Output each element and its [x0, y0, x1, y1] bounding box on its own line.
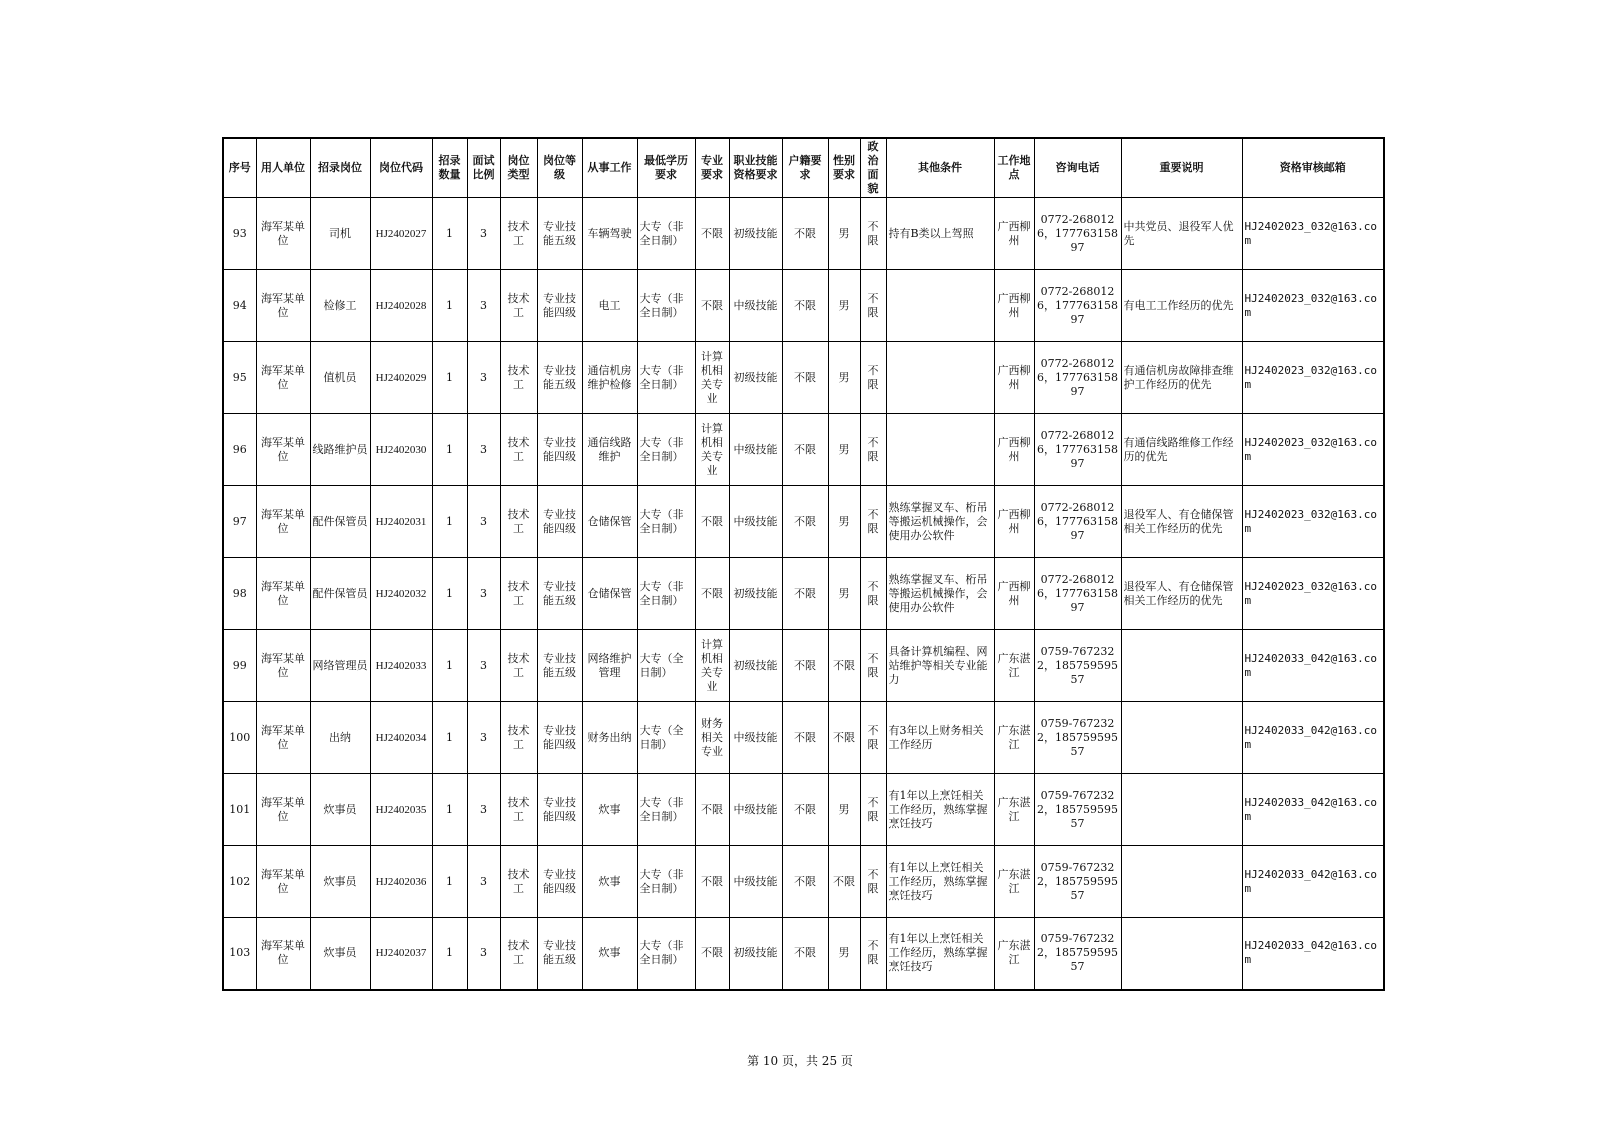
cell-position: 检修工: [310, 270, 370, 342]
cell-gender-requirement: 男: [828, 270, 860, 342]
cell-skill-qualification: 初级技能: [729, 918, 782, 990]
cell-residency-requirement: 不限: [782, 774, 828, 846]
cell-row-number: 103: [223, 918, 256, 990]
cell-major-requirement: 不限: [695, 558, 729, 630]
cell-skill-qualification: 初级技能: [729, 630, 782, 702]
cell-contact-phone: 0759-7672322，18575959557: [1034, 774, 1121, 846]
cell-position-type: 技术工: [500, 342, 537, 414]
cell-important-notes: 有通信线路维修工作经历的优先: [1121, 414, 1242, 486]
cell-residency-requirement: 不限: [782, 414, 828, 486]
cell-review-email: HJ2402033_042@163.com: [1242, 774, 1384, 846]
cell-hire-count: 1: [432, 486, 467, 558]
cell-major-requirement: 财务相关专业: [695, 702, 729, 774]
cell-position: 司机: [310, 198, 370, 270]
column-header: 工作地点: [994, 138, 1034, 198]
cell-position-code: HJ2402034: [370, 702, 432, 774]
cell-employer: 海军某单位: [256, 918, 310, 990]
cell-interview-ratio: 3: [467, 270, 500, 342]
cell-row-number: 100: [223, 702, 256, 774]
cell-other-conditions: 熟练掌握叉车、桁吊等搬运机械操作，会使用办公软件: [886, 558, 994, 630]
cell-min-education: 大专（非全日制）: [637, 198, 695, 270]
cell-position-level: 专业技能四级: [537, 846, 582, 918]
cell-skill-qualification: 初级技能: [729, 558, 782, 630]
cell-row-number: 99: [223, 630, 256, 702]
cell-position-code: HJ2402033: [370, 630, 432, 702]
cell-contact-phone: 0772-2680126，17776315897: [1034, 414, 1121, 486]
cell-row-number: 95: [223, 342, 256, 414]
cell-row-number: 101: [223, 774, 256, 846]
cell-skill-qualification: 中级技能: [729, 270, 782, 342]
cell-important-notes: 有通信机房故障排查维护工作经历的优先: [1121, 342, 1242, 414]
column-header: 招录数量: [432, 138, 467, 198]
column-header: 岗位等级: [537, 138, 582, 198]
cell-job-duty: 仓储保管: [582, 558, 637, 630]
cell-position-code: HJ2402029: [370, 342, 432, 414]
cell-political-status: 不限: [860, 414, 886, 486]
cell-position-type: 技术工: [500, 270, 537, 342]
cell-contact-phone: 0772-2680126，17776315897: [1034, 558, 1121, 630]
cell-min-education: 大专（非全日制）: [637, 918, 695, 990]
cell-job-duty: 炊事: [582, 774, 637, 846]
cell-important-notes: [1121, 630, 1242, 702]
cell-employer: 海军某单位: [256, 702, 310, 774]
cell-political-status: 不限: [860, 702, 886, 774]
cell-other-conditions: 有1年以上烹饪相关工作经历，熟练掌握烹饪技巧: [886, 846, 994, 918]
cell-political-status: 不限: [860, 342, 886, 414]
cell-interview-ratio: 3: [467, 774, 500, 846]
cell-review-email: HJ2402023_032@163.com: [1242, 486, 1384, 558]
cell-job-duty: 通信线路维护: [582, 414, 637, 486]
column-header: 职业技能资格要求: [729, 138, 782, 198]
cell-position-level: 专业技能五级: [537, 630, 582, 702]
cell-min-education: 大专（非全日制）: [637, 342, 695, 414]
cell-hire-count: 1: [432, 774, 467, 846]
cell-interview-ratio: 3: [467, 918, 500, 990]
cell-major-requirement: 计算机相关专业: [695, 342, 729, 414]
cell-position-code: HJ2402036: [370, 846, 432, 918]
cell-contact-phone: 0759-7672322，18575959557: [1034, 918, 1121, 990]
cell-position-type: 技术工: [500, 702, 537, 774]
cell-position: 炊事员: [310, 918, 370, 990]
cell-position: 网络管理员: [310, 630, 370, 702]
cell-important-notes: 退役军人、有仓储保管相关工作经历的优先: [1121, 558, 1242, 630]
table-row: [223, 342, 1384, 414]
cell-other-conditions: [886, 414, 994, 486]
page-number: 第 10 页，共 25 页: [747, 1054, 853, 1068]
cell-gender-requirement: 男: [828, 774, 860, 846]
cell-hire-count: 1: [432, 630, 467, 702]
cell-political-status: 不限: [860, 198, 886, 270]
column-header: 重要说明: [1121, 138, 1242, 198]
cell-gender-requirement: 男: [828, 558, 860, 630]
cell-employer: 海军某单位: [256, 630, 310, 702]
cell-position-level: 专业技能四级: [537, 702, 582, 774]
cell-review-email: HJ2402023_032@163.com: [1242, 558, 1384, 630]
cell-interview-ratio: 3: [467, 846, 500, 918]
cell-position: 炊事员: [310, 846, 370, 918]
cell-major-requirement: 不限: [695, 774, 729, 846]
cell-residency-requirement: 不限: [782, 630, 828, 702]
cell-other-conditions: 持有B类以上驾照: [886, 198, 994, 270]
column-header: 户籍要求: [782, 138, 828, 198]
cell-position: 出纳: [310, 702, 370, 774]
cell-important-notes: [1121, 918, 1242, 990]
recruitment-table: [222, 137, 1385, 991]
cell-work-location: 广西柳州: [994, 486, 1034, 558]
cell-employer: 海军某单位: [256, 558, 310, 630]
cell-position: 配件保管员: [310, 558, 370, 630]
cell-review-email: HJ2402023_032@163.com: [1242, 198, 1384, 270]
cell-work-location: 广东湛江: [994, 630, 1034, 702]
table-row: [223, 918, 1384, 990]
cell-position-type: 技术工: [500, 558, 537, 630]
cell-position-level: 专业技能四级: [537, 270, 582, 342]
cell-hire-count: 1: [432, 558, 467, 630]
cell-residency-requirement: 不限: [782, 486, 828, 558]
cell-other-conditions: [886, 342, 994, 414]
cell-position-type: 技术工: [500, 630, 537, 702]
cell-row-number: 94: [223, 270, 256, 342]
cell-work-location: 广东湛江: [994, 774, 1034, 846]
cell-skill-qualification: 中级技能: [729, 774, 782, 846]
column-header: 序号: [223, 138, 256, 198]
cell-skill-qualification: 初级技能: [729, 342, 782, 414]
cell-hire-count: 1: [432, 198, 467, 270]
cell-skill-qualification: 中级技能: [729, 486, 782, 558]
cell-gender-requirement: 不限: [828, 846, 860, 918]
cell-position-level: 专业技能五级: [537, 342, 582, 414]
cell-work-location: 广东湛江: [994, 846, 1034, 918]
cell-employer: 海军某单位: [256, 198, 310, 270]
table-row: [223, 558, 1384, 630]
cell-row-number: 93: [223, 198, 256, 270]
cell-gender-requirement: 不限: [828, 630, 860, 702]
table-row: [223, 846, 1384, 918]
cell-position-level: 专业技能五级: [537, 918, 582, 990]
cell-important-notes: 中共党员、退役军人优先: [1121, 198, 1242, 270]
cell-residency-requirement: 不限: [782, 342, 828, 414]
cell-work-location: 广西柳州: [994, 558, 1034, 630]
column-header: 岗位类型: [500, 138, 537, 198]
cell-employer: 海军某单位: [256, 342, 310, 414]
cell-interview-ratio: 3: [467, 558, 500, 630]
cell-min-education: 大专（非全日制）: [637, 270, 695, 342]
column-header: 性别要求: [828, 138, 860, 198]
cell-residency-requirement: 不限: [782, 558, 828, 630]
cell-gender-requirement: 男: [828, 918, 860, 990]
cell-job-duty: 通信机房维护检修: [582, 342, 637, 414]
cell-position: 值机员: [310, 342, 370, 414]
cell-position-code: HJ2402031: [370, 486, 432, 558]
table-header-row: [223, 138, 1384, 198]
cell-contact-phone: 0759-7672322，18575959557: [1034, 846, 1121, 918]
cell-other-conditions: 熟练掌握叉车、桁吊等搬运机械操作，会使用办公软件: [886, 486, 994, 558]
cell-position-code: HJ2402030: [370, 414, 432, 486]
cell-political-status: 不限: [860, 630, 886, 702]
cell-job-duty: 车辆驾驶: [582, 198, 637, 270]
cell-important-notes: [1121, 846, 1242, 918]
cell-position-type: 技术工: [500, 414, 537, 486]
cell-position-type: 技术工: [500, 846, 537, 918]
cell-min-education: 大专（非全日制）: [637, 558, 695, 630]
cell-position-type: 技术工: [500, 486, 537, 558]
table-body: [223, 198, 1384, 990]
cell-position-type: 技术工: [500, 774, 537, 846]
cell-residency-requirement: 不限: [782, 198, 828, 270]
cell-work-location: 广西柳州: [994, 414, 1034, 486]
cell-hire-count: 1: [432, 918, 467, 990]
cell-min-education: 大专（非全日制）: [637, 414, 695, 486]
cell-job-duty: 电工: [582, 270, 637, 342]
cell-min-education: 大专（非全日制）: [637, 846, 695, 918]
cell-work-location: 广东湛江: [994, 702, 1034, 774]
cell-position: 配件保管员: [310, 486, 370, 558]
column-header: 政治面貌: [860, 138, 886, 198]
cell-political-status: 不限: [860, 918, 886, 990]
cell-important-notes: 有电工工作经历的优先: [1121, 270, 1242, 342]
cell-row-number: 98: [223, 558, 256, 630]
cell-important-notes: 退役军人、有仓储保管相关工作经历的优先: [1121, 486, 1242, 558]
cell-job-duty: 财务出纳: [582, 702, 637, 774]
cell-position-code: HJ2402032: [370, 558, 432, 630]
cell-other-conditions: 有3年以上财务相关工作经历: [886, 702, 994, 774]
cell-row-number: 97: [223, 486, 256, 558]
cell-hire-count: 1: [432, 702, 467, 774]
column-header: 用人单位: [256, 138, 310, 198]
cell-major-requirement: 不限: [695, 846, 729, 918]
cell-position-level: 专业技能四级: [537, 414, 582, 486]
cell-min-education: 大专（全日制）: [637, 702, 695, 774]
table-row: [223, 774, 1384, 846]
cell-interview-ratio: 3: [467, 342, 500, 414]
column-header: 招录岗位: [310, 138, 370, 198]
cell-position-level: 专业技能五级: [537, 558, 582, 630]
cell-position-level: 专业技能四级: [537, 774, 582, 846]
cell-review-email: HJ2402033_042@163.com: [1242, 846, 1384, 918]
cell-employer: 海军某单位: [256, 774, 310, 846]
cell-hire-count: 1: [432, 846, 467, 918]
cell-political-status: 不限: [860, 486, 886, 558]
cell-political-status: 不限: [860, 558, 886, 630]
cell-row-number: 102: [223, 846, 256, 918]
cell-major-requirement: 计算机相关专业: [695, 414, 729, 486]
cell-interview-ratio: 3: [467, 414, 500, 486]
cell-job-duty: 炊事: [582, 918, 637, 990]
cell-gender-requirement: 男: [828, 198, 860, 270]
cell-contact-phone: 0772-2680126，17776315897: [1034, 270, 1121, 342]
table-row: [223, 702, 1384, 774]
cell-row-number: 96: [223, 414, 256, 486]
cell-min-education: 大专（非全日制）: [637, 486, 695, 558]
cell-position-code: HJ2402028: [370, 270, 432, 342]
cell-hire-count: 1: [432, 414, 467, 486]
cell-position-level: 专业技能五级: [537, 198, 582, 270]
cell-work-location: 广西柳州: [994, 342, 1034, 414]
column-header: 从事工作: [582, 138, 637, 198]
cell-hire-count: 1: [432, 270, 467, 342]
column-header: 咨询电话: [1034, 138, 1121, 198]
cell-residency-requirement: 不限: [782, 270, 828, 342]
cell-interview-ratio: 3: [467, 630, 500, 702]
cell-interview-ratio: 3: [467, 198, 500, 270]
cell-job-duty: 网络维护管理: [582, 630, 637, 702]
cell-major-requirement: 不限: [695, 270, 729, 342]
cell-min-education: 大专（非全日制）: [637, 774, 695, 846]
cell-position-level: 专业技能四级: [537, 486, 582, 558]
cell-contact-phone: 0772-2680126，17776315897: [1034, 198, 1121, 270]
cell-major-requirement: 计算机相关专业: [695, 630, 729, 702]
cell-work-location: 广东湛江: [994, 918, 1034, 990]
cell-employer: 海军某单位: [256, 414, 310, 486]
cell-important-notes: [1121, 774, 1242, 846]
column-header: 专业要求: [695, 138, 729, 198]
cell-residency-requirement: 不限: [782, 846, 828, 918]
cell-employer: 海军某单位: [256, 270, 310, 342]
cell-contact-phone: 0759-7672322，18575959557: [1034, 630, 1121, 702]
cell-job-duty: 仓储保管: [582, 486, 637, 558]
cell-job-duty: 炊事: [582, 846, 637, 918]
cell-position: 线路维护员: [310, 414, 370, 486]
cell-position: 炊事员: [310, 774, 370, 846]
column-header: 面试比例: [467, 138, 500, 198]
cell-position-type: 技术工: [500, 918, 537, 990]
cell-skill-qualification: 中级技能: [729, 702, 782, 774]
cell-gender-requirement: 男: [828, 414, 860, 486]
cell-hire-count: 1: [432, 342, 467, 414]
cell-political-status: 不限: [860, 270, 886, 342]
cell-residency-requirement: 不限: [782, 918, 828, 990]
column-header: 岗位代码: [370, 138, 432, 198]
table-row: [223, 270, 1384, 342]
cell-gender-requirement: 不限: [828, 702, 860, 774]
cell-skill-qualification: 初级技能: [729, 198, 782, 270]
cell-min-education: 大专（全日制）: [637, 630, 695, 702]
cell-contact-phone: 0759-7672322，18575959557: [1034, 702, 1121, 774]
cell-contact-phone: 0772-2680126，17776315897: [1034, 486, 1121, 558]
cell-other-conditions: 具备计算机编程、网站维护等相关专业能力: [886, 630, 994, 702]
cell-work-location: 广西柳州: [994, 270, 1034, 342]
cell-contact-phone: 0772-2680126，17776315897: [1034, 342, 1121, 414]
cell-review-email: HJ2402033_042@163.com: [1242, 630, 1384, 702]
table-row: [223, 630, 1384, 702]
cell-other-conditions: 有1年以上烹饪相关工作经历，熟练掌握烹饪技巧: [886, 774, 994, 846]
cell-interview-ratio: 3: [467, 702, 500, 774]
cell-position-code: HJ2402037: [370, 918, 432, 990]
cell-other-conditions: 有1年以上烹饪相关工作经历，熟练掌握烹饪技巧: [886, 918, 994, 990]
cell-important-notes: [1121, 702, 1242, 774]
cell-political-status: 不限: [860, 774, 886, 846]
cell-other-conditions: [886, 270, 994, 342]
cell-employer: 海军某单位: [256, 486, 310, 558]
cell-major-requirement: 不限: [695, 918, 729, 990]
cell-position-code: HJ2402027: [370, 198, 432, 270]
cell-gender-requirement: 男: [828, 342, 860, 414]
cell-major-requirement: 不限: [695, 486, 729, 558]
cell-skill-qualification: 中级技能: [729, 414, 782, 486]
cell-gender-requirement: 男: [828, 486, 860, 558]
cell-review-email: HJ2402023_032@163.com: [1242, 342, 1384, 414]
cell-political-status: 不限: [860, 846, 886, 918]
recruitment-table-container: [222, 137, 1383, 991]
cell-major-requirement: 不限: [695, 198, 729, 270]
column-header: 其他条件: [886, 138, 994, 198]
cell-review-email: HJ2402023_032@163.com: [1242, 414, 1384, 486]
cell-review-email: HJ2402033_042@163.com: [1242, 702, 1384, 774]
cell-interview-ratio: 3: [467, 486, 500, 558]
cell-position-type: 技术工: [500, 198, 537, 270]
cell-position-code: HJ2402035: [370, 774, 432, 846]
table-row: [223, 198, 1384, 270]
cell-employer: 海军某单位: [256, 846, 310, 918]
column-header: 资格审核邮箱: [1242, 138, 1384, 198]
cell-residency-requirement: 不限: [782, 702, 828, 774]
cell-work-location: 广西柳州: [994, 198, 1034, 270]
cell-skill-qualification: 中级技能: [729, 846, 782, 918]
column-header: 最低学历要求: [637, 138, 695, 198]
table-row: [223, 414, 1384, 486]
cell-review-email: HJ2402033_042@163.com: [1242, 918, 1384, 990]
table-row: [223, 486, 1384, 558]
cell-review-email: HJ2402023_032@163.com: [1242, 270, 1384, 342]
